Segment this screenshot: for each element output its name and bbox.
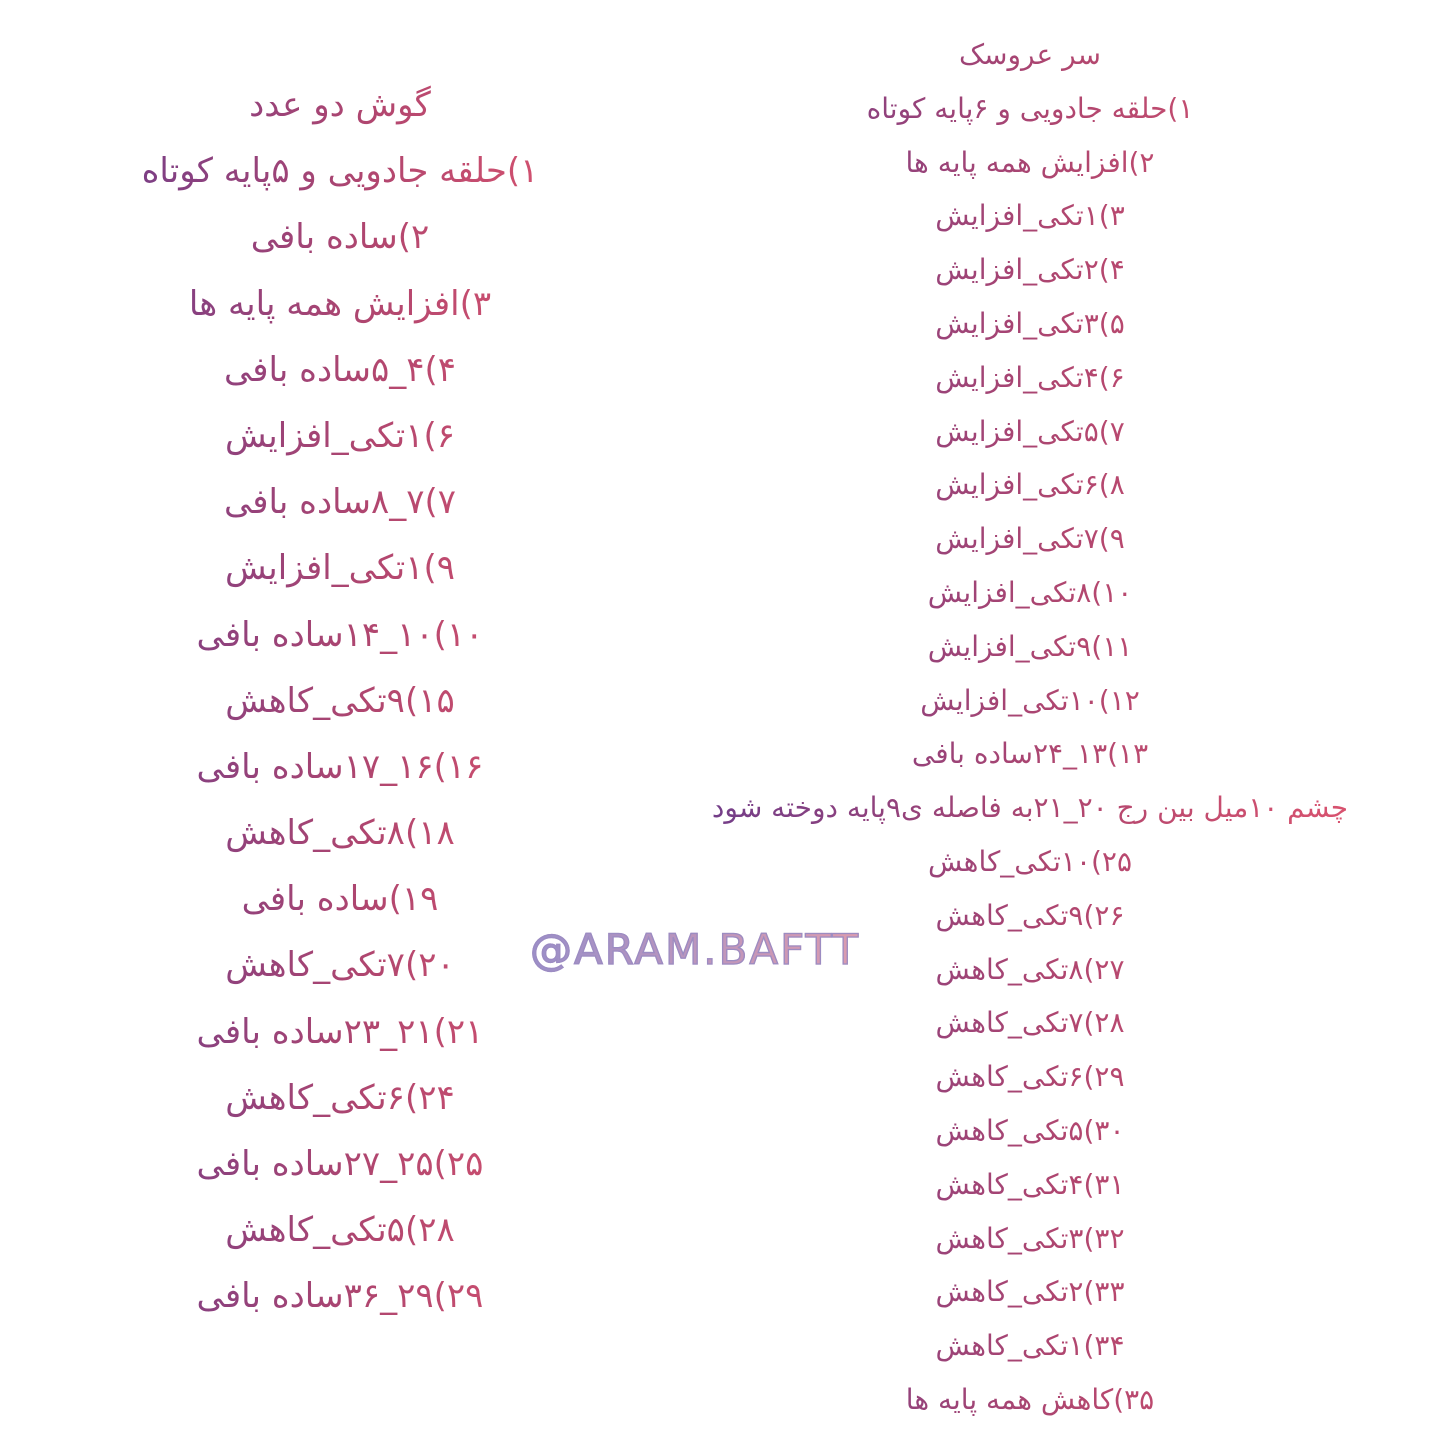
pattern-row: ۱۵)۹تکی_کاهش <box>60 668 620 734</box>
pattern-row: ۹)۷تکی_افزایش <box>660 512 1400 566</box>
ears-pattern <box>60 72 620 1330</box>
head-pattern <box>660 28 1400 1427</box>
pattern-row: ۱۲)۱۰تکی_افزایش <box>660 674 1400 728</box>
pattern-row: ۲۰)۷تکی_کاهش <box>60 932 620 998</box>
pattern-row: ۳۴)۱تکی_کاهش <box>660 1319 1400 1373</box>
pattern-row: ۲۷)۸تکی_کاهش <box>660 943 1400 997</box>
pattern-row: ۳۵)کاهش همه پایه ها <box>660 1373 1400 1427</box>
eye-note: چشم ۱۰میل بین رج ۲۰_۲۱به فاصله ی۹پایه دوخته شود <box>660 781 1400 835</box>
pattern-row: ۲۸)۷تکی_کاهش <box>660 996 1400 1050</box>
pattern-row: ۱)حلقه جادویی و ۵پایه کوتاه <box>60 138 620 204</box>
pattern-row: ۳۲)۳تکی_کاهش <box>660 1212 1400 1266</box>
head-title: سر عروسک <box>660 28 1400 82</box>
pattern-row: ۱۰)۸تکی_افزایش <box>660 566 1400 620</box>
pattern-row: ۳۳)۲تکی_کاهش <box>660 1265 1400 1319</box>
pattern-row: ۱)حلقه جادویی و ۶پایه کوتاه <box>660 82 1400 136</box>
pattern-row: ۱۳)۱۳_۲۴ساده بافی <box>660 727 1400 781</box>
pattern-row: ۱۹)ساده بافی <box>60 866 620 932</box>
pattern-row: ۲)ساده بافی <box>60 204 620 270</box>
pattern-row: ۷)۷_۸ساده بافی <box>60 469 620 535</box>
pattern-row: ۲)افزایش همه پایه ها <box>660 136 1400 190</box>
pattern-row: ۳)۱تکی_افزایش <box>660 189 1400 243</box>
ears-title: گوش دو عدد <box>60 72 620 138</box>
pattern-row: ۱۸)۸تکی_کاهش <box>60 800 620 866</box>
pattern-row: ۵)۳تکی_افزایش <box>660 297 1400 351</box>
pattern-row: ۲۹)۶تکی_کاهش <box>660 1050 1400 1104</box>
watermark: @ARAM.BAFTT <box>530 922 870 978</box>
pattern-row: ۶)۴تکی_افزایش <box>660 351 1400 405</box>
pattern-row: ۸)۶تکی_افزایش <box>660 458 1400 512</box>
pattern-row: ۶)۱تکی_افزایش <box>60 403 620 469</box>
pattern-row: ۴)۴_۵ساده بافی <box>60 337 620 403</box>
pattern-row: ۱۶)۱۶_۱۷ساده بافی <box>60 734 620 800</box>
pattern-row: ۲۶)۹تکی_کاهش <box>660 889 1400 943</box>
pattern-row: ۳۱)۴تکی_کاهش <box>660 1158 1400 1212</box>
pattern-row: ۴)۲تکی_افزایش <box>660 243 1400 297</box>
pattern-row: ۹)۱تکی_افزایش <box>60 535 620 601</box>
pattern-row: ۲۴)۶تکی_کاهش <box>60 1065 620 1131</box>
pattern-row: ۲۹)۲۹_۳۶ساده بافی <box>60 1263 620 1329</box>
pattern-row: ۳)افزایش همه پایه ها <box>60 271 620 337</box>
pattern-row: ۱۰)۱۰_۱۴ساده بافی <box>60 602 620 668</box>
pattern-row: ۷)۵تکی_افزایش <box>660 405 1400 459</box>
pattern-row: ۳۰)۵تکی_کاهش <box>660 1104 1400 1158</box>
pattern-row: ۲۸)۵تکی_کاهش <box>60 1197 620 1263</box>
pattern-row: ۲۵)۲۵_۲۷ساده بافی <box>60 1131 620 1197</box>
pattern-row: ۱۱)۹تکی_افزایش <box>660 620 1400 674</box>
pattern-row: ۲۵)۱۰تکی_کاهش <box>660 835 1400 889</box>
pattern-row: ۲۱)۲۱_۲۳ساده بافی <box>60 999 620 1065</box>
